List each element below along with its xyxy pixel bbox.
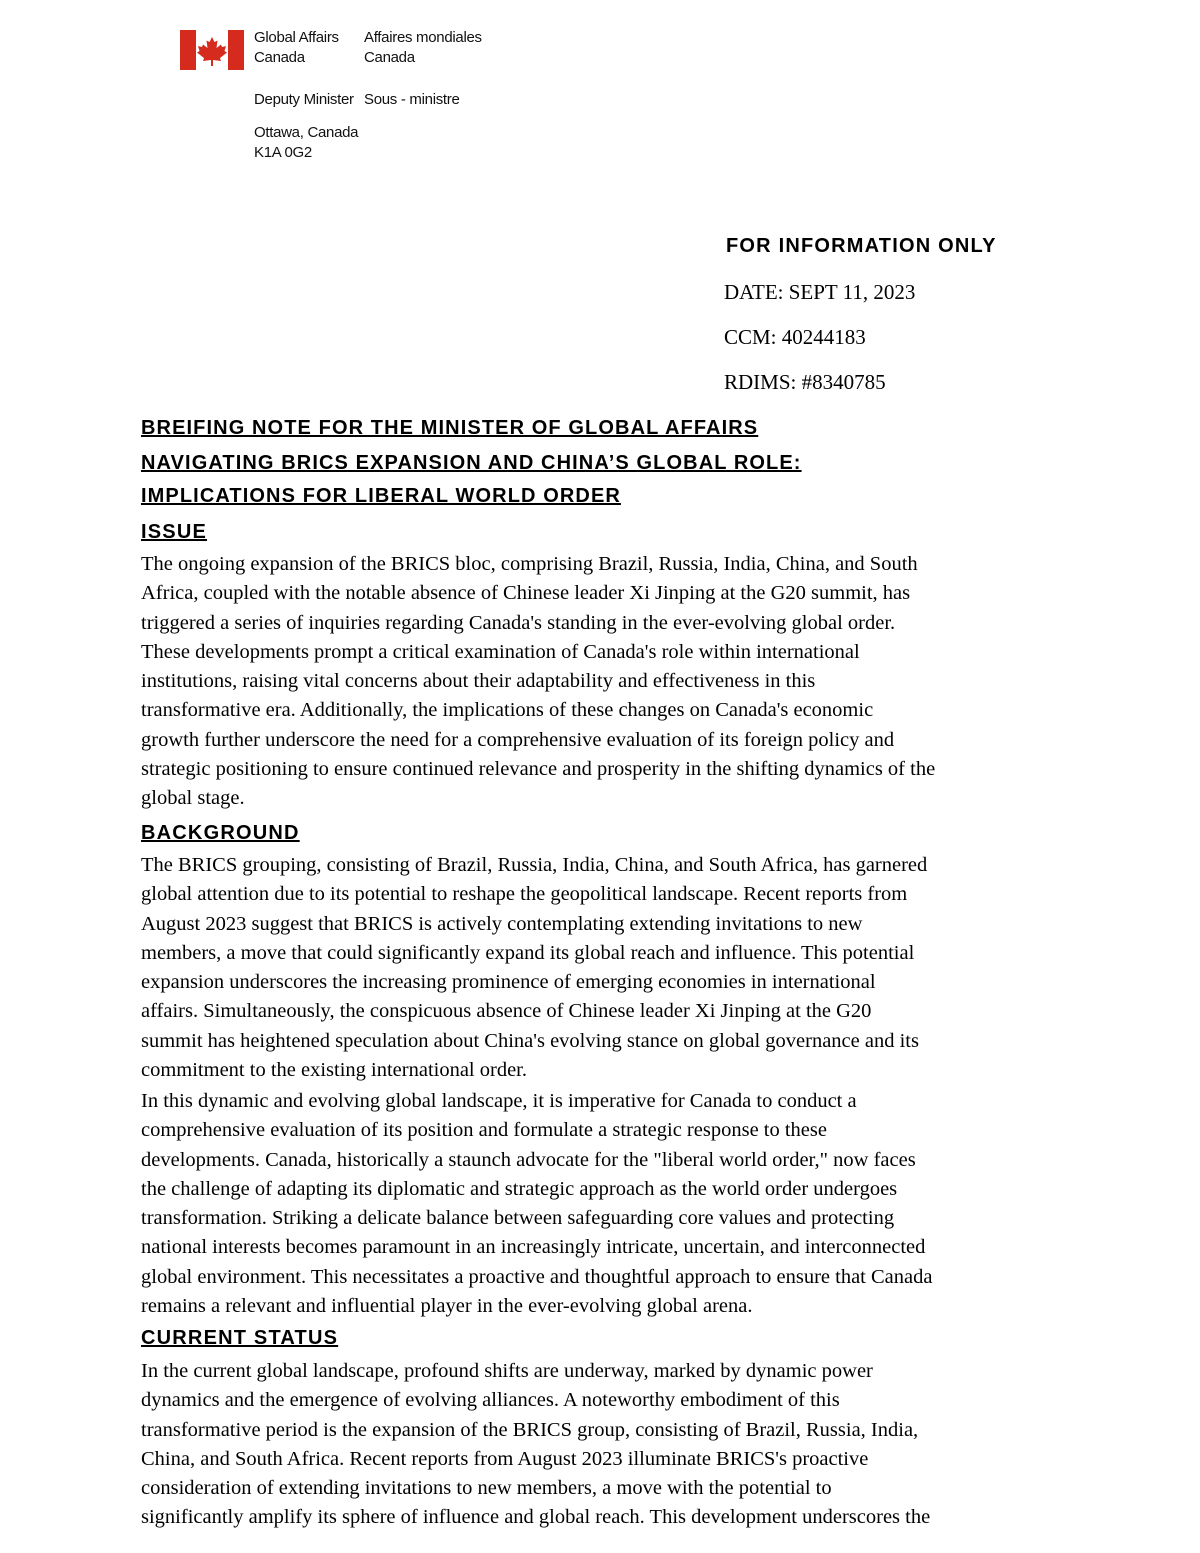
org-name-english-line1: Global Affairs [254,29,339,46]
text-line: In this dynamic and evolving global landscape, it is imperative for Canada to conduct a [141,1090,857,1112]
org-name-french [364,28,482,68]
text-line: members, a move that could significantly expand its global reach and influence. This potential [141,941,915,964]
ccm-number: CCM: 40244183 [724,325,866,349]
address-city: Ottawa, Canada [254,124,359,141]
background-paragraph-1 [141,851,1061,1085]
text-line: global attention due to its potential to reshape the geopolitical landscape. Recent reports from [141,883,908,906]
background-paragraph-2 [141,1087,1061,1321]
text-line: strategic positioning to ensure continued relevance and prosperity in the shifting dynamics of the [141,758,936,781]
text-line: transformative period is the expansion of the BRICS group, consisting of Brazil, Russia, India, [141,1418,919,1441]
text-line: These developments prompt a critical examination of Canada's role within international [141,640,860,663]
background-heading: BACKGROUND [141,822,300,844]
rdims-number: RDIMS: #8340785 [724,370,886,394]
issue-paragraph [141,550,1061,814]
org-name-english-line2: Canada [254,49,305,66]
org-name-french-line1: Affaires mondiales [364,29,482,46]
text-line: dynamics and the emergence of evolving alliances. A noteworthy embodiment of this [141,1389,840,1412]
office-address [254,123,358,163]
text-line: commitment to the existing international order. [141,1059,527,1082]
org-name-english [254,28,339,68]
text-line: global environment. This necessitates a proactive and thoughtful approach to ensure that Canada [141,1265,933,1288]
text-line: remains a relevant and influential player in the ever-evolving global arena. [141,1295,753,1318]
title-line-2: NAVIGATING BRICS EXPANSION AND CHINA’S GLOBAL ROLE: [141,452,802,474]
text-line: triggered a series of inquiries regarding Canada's standing in the ever-evolving global order. [141,611,896,634]
address-postal-code: K1A 0G2 [254,144,312,161]
text-line: institutions, raising vital concerns about their adaptability and effectiveness in this [141,670,816,693]
org-name-french-line2: Canada [364,49,415,66]
text-line: The ongoing expansion of the BRICS bloc, comprising Brazil, Russia, India, China, and South [141,553,918,575]
classification-marking: FOR INFORMATION ONLY [726,235,997,257]
text-line: summit has heightened speculation about China's evolving stance on global governance and its [141,1029,919,1052]
text-line: developments. Canada, historically a staunch advocate for the "liberal world order," now faces [141,1148,916,1171]
text-line: Africa, coupled with the notable absence of Chinese leader Xi Jinping at the G20 summit, has [141,582,911,605]
issue-heading: ISSUE [141,521,208,543]
text-line: comprehensive evaluation of its position and formulate a strategic response to these [141,1119,827,1142]
text-line: growth further underscore the need for a comprehensive evaluation of its foreign policy and [141,728,895,751]
title-line-3: IMPLICATIONS FOR LIBERAL WORLD ORDER [141,485,621,507]
text-line: In the current global landscape, profound shifts are underway, marked by dynamic power [141,1360,873,1382]
date-line: DATE: SEPT 11, 2023 [724,280,916,304]
office-english: Deputy Minister [254,91,354,108]
text-line: significantly amplify its sphere of influence and global reach. This development underscores the [141,1506,931,1529]
text-line: expansion underscores the increasing prominence of emerging economies in international [141,971,876,994]
text-line: August 2023 suggest that BRICS is actively contemplating extending invitations to new [141,912,863,935]
text-line: The BRICS grouping, consisting of Brazil, Russia, India, China, and South Africa, has garnered [141,854,928,876]
current-status-paragraph [141,1357,1061,1533]
office-french: Sous - ministre [364,91,460,108]
text-line: the challenge of adapting its diplomatic and strategic approach as the world order undergoes [141,1177,898,1200]
text-line: China, and South Africa. Recent reports from August 2023 illuminate BRICS's proactive [141,1447,869,1470]
text-line: transformative era. Additionally, the implications of these changes on Canada's economic [141,699,874,722]
text-line: national interests becomes paramount in an increasingly intricate, uncertain, and interconnected [141,1236,926,1259]
title-line-1: BREIFING NOTE FOR THE MINISTER OF GLOBAL AFFAIRS [141,417,759,439]
current-status-heading: CURRENT STATUS [141,1327,339,1349]
text-line: global stage. [141,787,245,810]
text-line: transformation. Striking a delicate balance between safeguarding core values and protecting [141,1207,895,1230]
text-line: affairs. Simultaneously, the conspicuous absence of Chinese leader Xi Jinping at the G20 [141,1000,872,1023]
text-line: consideration of extending invitations to new members, a move with the potential to [141,1477,832,1500]
canada-flag-logo [180,30,244,70]
